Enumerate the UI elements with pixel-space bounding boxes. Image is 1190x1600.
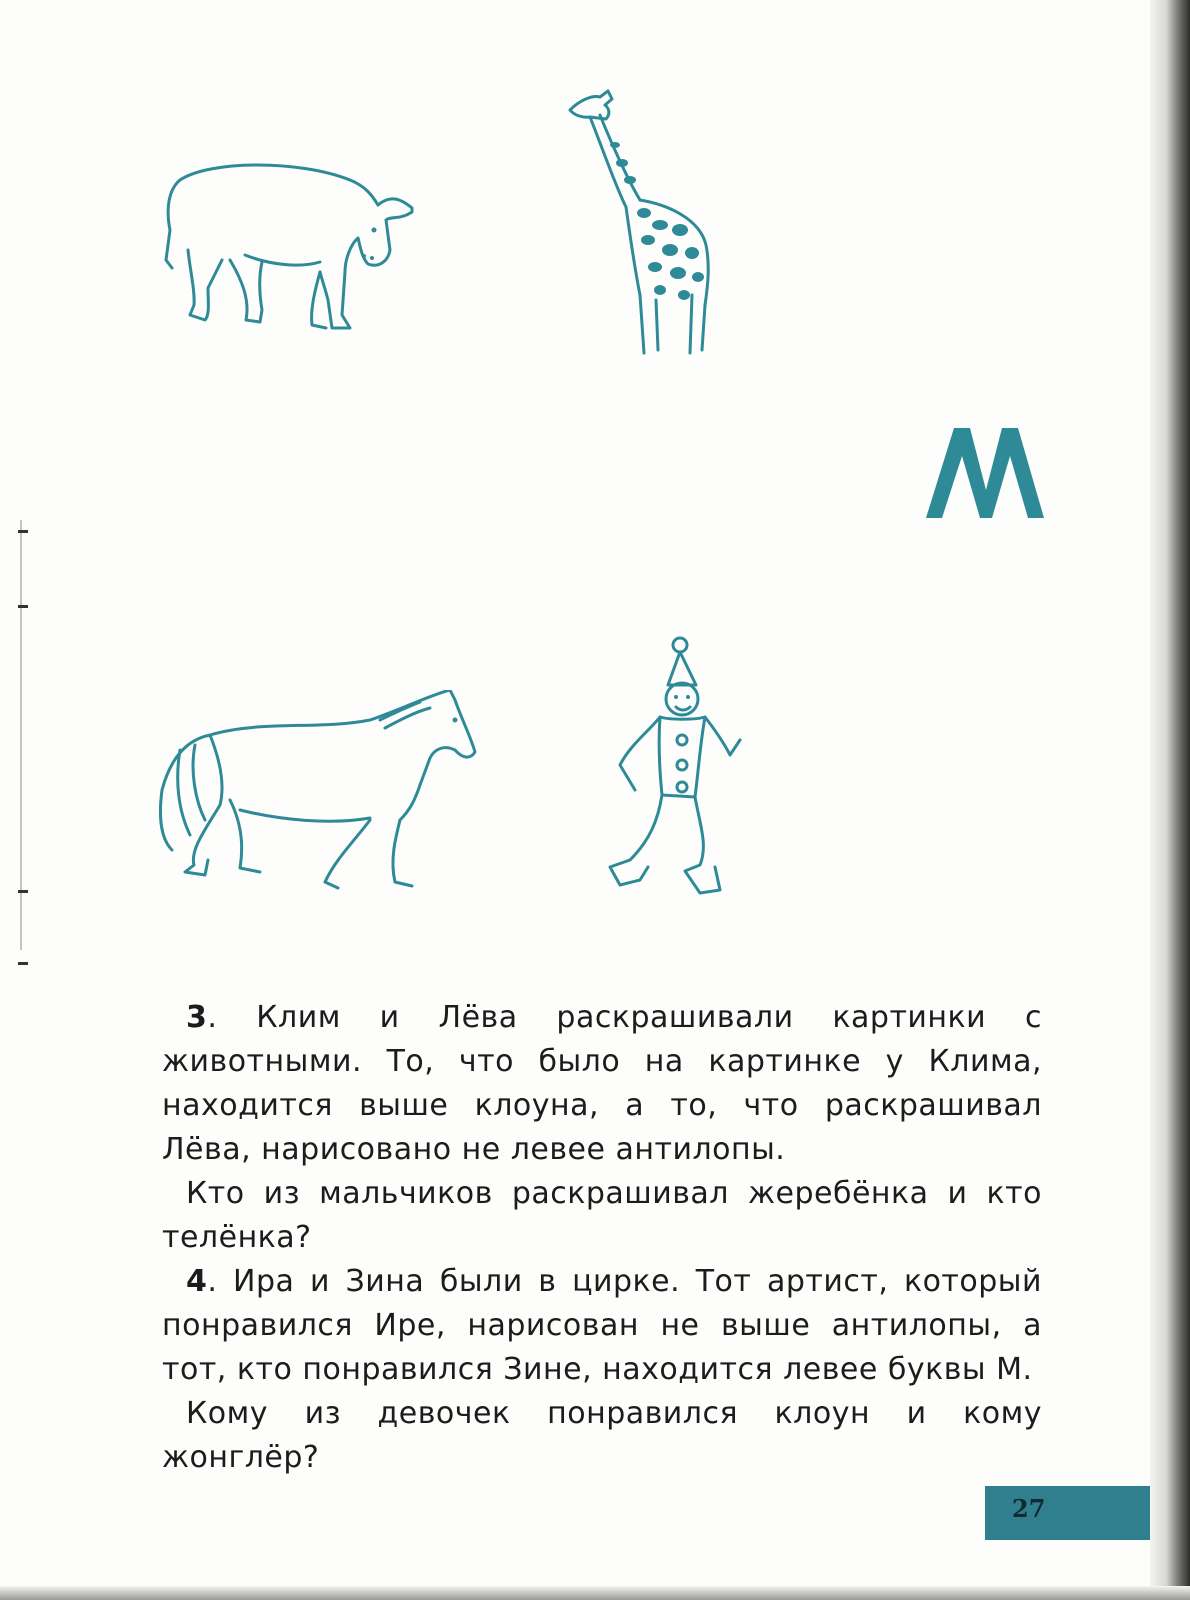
horse-icon xyxy=(150,690,490,910)
margin-mark xyxy=(18,530,28,533)
margin-mark xyxy=(18,605,28,608)
page-bottom-edge xyxy=(0,1586,1190,1600)
problem-3-statement xyxy=(162,996,1042,1172)
clown-icon xyxy=(600,635,750,905)
giraffe-illustration xyxy=(560,85,730,360)
clown-illustration xyxy=(600,635,750,905)
page-left-edge xyxy=(20,520,22,950)
problem-4-statement xyxy=(162,1260,1042,1392)
problem-4-number: 4 xyxy=(186,1264,208,1299)
margin-mark xyxy=(18,890,28,893)
calf-illustration xyxy=(150,150,430,340)
problem-4-text: . Ира и Зина были в цирке. Тот артист, который понравился Ире, нарисован не выше антилопы, а тот, кто понравился Зине, находится левее буквы М. xyxy=(162,1264,1042,1387)
problem-3-question: Кто из мальчиков раскрашивал жеребёнка и кто телёнка? xyxy=(162,1176,1042,1255)
letter-m-icon xyxy=(926,420,1046,540)
letter-m xyxy=(926,420,1046,540)
problem-3-text: . Клим и Лёва раскрашивали картинки с животными. То, что было на картинке у Клима, находится выше клоуна, а то, что раскрашивал Лёва, нарисовано не левее антилопы. xyxy=(162,1000,1042,1167)
page-number-box xyxy=(985,1486,1155,1540)
problem-3-number: 3 xyxy=(186,1000,208,1035)
horse-illustration xyxy=(150,690,490,910)
book-spine-shadow xyxy=(1150,0,1190,1600)
page-number: 27 xyxy=(1012,1494,1046,1523)
problems-text xyxy=(162,996,1042,1480)
calf-icon xyxy=(150,150,430,340)
margin-mark xyxy=(18,962,28,965)
problem-4-question: Кому из девочек понравился клоун и кому жонглёр? xyxy=(162,1396,1042,1475)
giraffe-icon xyxy=(560,85,730,360)
